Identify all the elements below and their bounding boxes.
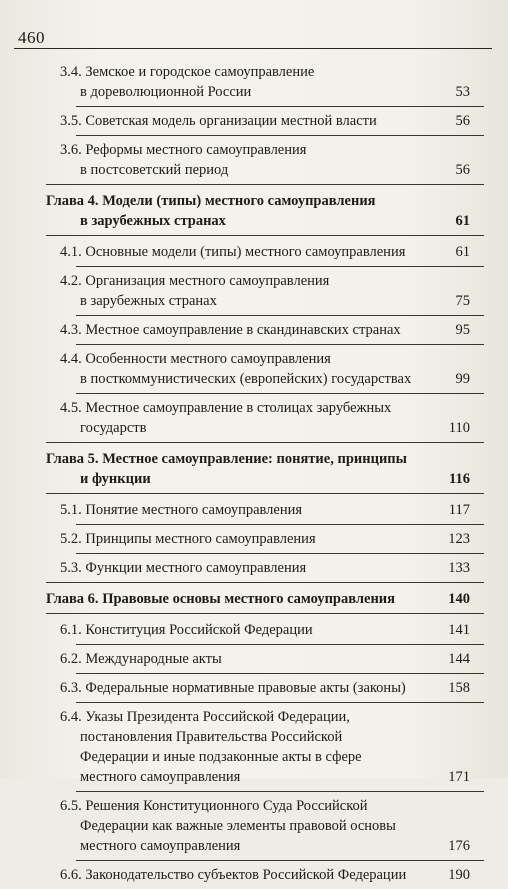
entry-title: Законодательство субъектов Российской Федерации bbox=[85, 867, 407, 883]
section-rule bbox=[76, 673, 484, 674]
entry-title: Конституция Российской Федерации bbox=[85, 622, 313, 638]
entry-title: Местное самоуправление: понятие, принципы bbox=[102, 451, 407, 467]
toc-section-entry[interactable] bbox=[0, 678, 508, 698]
entry-title: Земское и городское самоуправление bbox=[85, 64, 315, 80]
chapter-separator bbox=[46, 184, 484, 185]
entry-number: 6.4. bbox=[60, 709, 82, 725]
entry-page-number: 53 bbox=[455, 84, 470, 100]
section-rule bbox=[76, 315, 484, 316]
table-of-contents bbox=[0, 62, 508, 889]
entry-page-number: 56 bbox=[455, 162, 470, 178]
entry-number: 5.1. bbox=[60, 502, 82, 518]
entry-title-continuation: местного самоуправления bbox=[80, 838, 241, 854]
toc-section-entry[interactable] bbox=[0, 62, 508, 102]
entry-page-number: 158 bbox=[448, 680, 470, 696]
toc-section-entry[interactable] bbox=[0, 349, 508, 389]
section-rule bbox=[76, 644, 484, 645]
entry-title: Федеральные нормативные правовые акты (законы) bbox=[85, 680, 406, 696]
header-rule bbox=[14, 48, 492, 49]
entry-title-continuation: и функции bbox=[80, 471, 151, 487]
entry-title: Особенности местного самоуправления bbox=[85, 351, 331, 367]
toc-section-entry[interactable] bbox=[0, 649, 508, 669]
entry-title: Реформы местного самоуправления bbox=[85, 142, 307, 158]
entry-title-continuation: в постсоветский период bbox=[80, 162, 229, 178]
entry-title: Местное самоуправление в столицах зарубежных bbox=[85, 400, 392, 416]
entry-title-continuation: Федерации как важные элементы правовой основы bbox=[80, 818, 396, 834]
section-rule bbox=[76, 524, 484, 525]
entry-page-number: 133 bbox=[448, 560, 470, 576]
entry-number: 4.3. bbox=[60, 322, 82, 338]
entry-number: 5.3. bbox=[60, 560, 82, 576]
entry-title: Решения Конституционного Суда Российской bbox=[85, 798, 368, 814]
chapter-heading-rule bbox=[46, 613, 484, 614]
toc-section-entry[interactable] bbox=[0, 865, 508, 885]
entry-title: Функции местного самоуправления bbox=[85, 560, 307, 576]
section-rule bbox=[76, 135, 484, 136]
entry-number: 6.3. bbox=[60, 680, 82, 696]
toc-section-entry[interactable] bbox=[0, 398, 508, 438]
entry-title: Принципы местного самоуправления bbox=[85, 531, 316, 547]
entry-title: Организация местного самоуправления bbox=[85, 273, 330, 289]
entry-number: Глава 5. bbox=[46, 451, 99, 467]
entry-number: 4.2. bbox=[60, 273, 82, 289]
entry-number: 3.6. bbox=[60, 142, 82, 158]
entry-title-continuation: местного самоуправления bbox=[80, 769, 241, 785]
entry-title: Указы Президента Российской Федерации, bbox=[85, 709, 350, 725]
toc-section-entry[interactable] bbox=[0, 140, 508, 180]
entry-page-number: 123 bbox=[448, 531, 470, 547]
entry-page-number: 144 bbox=[448, 651, 470, 667]
page-number: 460 bbox=[18, 28, 45, 47]
entry-title-continuation: Федерации и иные подзаконные акты в сфере bbox=[80, 749, 362, 765]
entry-page-number: 116 bbox=[449, 471, 470, 487]
entry-title-continuation: в зарубежных странах bbox=[80, 213, 226, 229]
entry-title: Модели (типы) местного самоуправления bbox=[102, 193, 376, 209]
section-rule bbox=[76, 106, 484, 107]
entry-page-number: 56 bbox=[455, 113, 470, 129]
section-rule bbox=[76, 344, 484, 345]
entry-title: Правовые основы местного самоуправления bbox=[102, 591, 395, 607]
entry-number: 4.4. bbox=[60, 351, 82, 367]
entry-page-number: 61 bbox=[455, 213, 470, 229]
toc-section-entry[interactable] bbox=[0, 558, 508, 578]
entry-number: 5.2. bbox=[60, 531, 82, 547]
entry-title-continuation: в дореволюционной России bbox=[80, 84, 252, 100]
toc-section-entry[interactable] bbox=[0, 242, 508, 262]
entry-title-continuation: в посткоммунистических (европейских) государствах bbox=[80, 371, 412, 387]
toc-chapter-entry[interactable] bbox=[0, 589, 508, 609]
section-rule bbox=[76, 553, 484, 554]
chapter-heading-rule bbox=[46, 235, 484, 236]
entry-page-number: 99 bbox=[455, 371, 470, 387]
entry-title: Основные модели (типы) местного самоуправления bbox=[85, 244, 406, 260]
chapter-heading-rule bbox=[46, 493, 484, 494]
entry-number: 3.4. bbox=[60, 64, 82, 80]
entry-page-number: 176 bbox=[448, 838, 470, 854]
toc-section-entry[interactable] bbox=[0, 796, 508, 856]
toc-section-entry[interactable] bbox=[0, 111, 508, 131]
entry-number: Глава 6. bbox=[46, 591, 99, 607]
entry-title: Советская модель организации местной власти bbox=[85, 113, 377, 129]
entry-number: 6.2. bbox=[60, 651, 82, 667]
entry-title-continuation: государств bbox=[80, 420, 147, 436]
entry-number: 3.5. bbox=[60, 113, 82, 129]
entry-number: 4.1. bbox=[60, 244, 82, 260]
entry-title: Понятие местного самоуправления bbox=[85, 502, 303, 518]
entry-page-number: 190 bbox=[448, 867, 470, 883]
entry-title-continuation: постановления Правительства Российской bbox=[80, 729, 343, 745]
section-rule bbox=[76, 393, 484, 394]
entry-page-number: 117 bbox=[448, 502, 470, 518]
section-rule bbox=[76, 266, 484, 267]
entry-title-continuation: в зарубежных странах bbox=[80, 293, 217, 309]
entry-page-number: 140 bbox=[448, 591, 470, 607]
toc-section-entry[interactable] bbox=[0, 271, 508, 311]
chapter-separator bbox=[46, 442, 484, 443]
toc-section-entry[interactable] bbox=[0, 320, 508, 340]
entry-number: 6.5. bbox=[60, 798, 82, 814]
toc-chapter-entry[interactable] bbox=[0, 191, 508, 231]
entry-number: 6.1. bbox=[60, 622, 82, 638]
toc-section-entry[interactable] bbox=[0, 500, 508, 520]
section-rule bbox=[76, 702, 484, 703]
entry-number: Глава 4. bbox=[46, 193, 99, 209]
chapter-separator bbox=[46, 582, 484, 583]
entry-page-number: 75 bbox=[455, 293, 470, 309]
section-rule bbox=[76, 791, 484, 792]
entry-page-number: 141 bbox=[448, 622, 470, 638]
section-rule bbox=[76, 860, 484, 861]
toc-section-entry[interactable] bbox=[0, 707, 508, 787]
entry-page-number: 95 bbox=[455, 322, 470, 338]
entry-page-number: 110 bbox=[448, 420, 470, 436]
toc-section-entry[interactable] bbox=[0, 620, 508, 640]
toc-section-entry[interactable] bbox=[0, 529, 508, 549]
entry-title: Международные акты bbox=[85, 651, 222, 667]
entry-page-number: 171 bbox=[448, 769, 470, 785]
toc-chapter-entry[interactable] bbox=[0, 449, 508, 489]
entry-page-number: 61 bbox=[455, 244, 470, 260]
entry-number: 6.6. bbox=[60, 867, 82, 883]
entry-number: 4.5. bbox=[60, 400, 82, 416]
entry-title: Местное самоуправление в скандинавских странах bbox=[85, 322, 401, 338]
